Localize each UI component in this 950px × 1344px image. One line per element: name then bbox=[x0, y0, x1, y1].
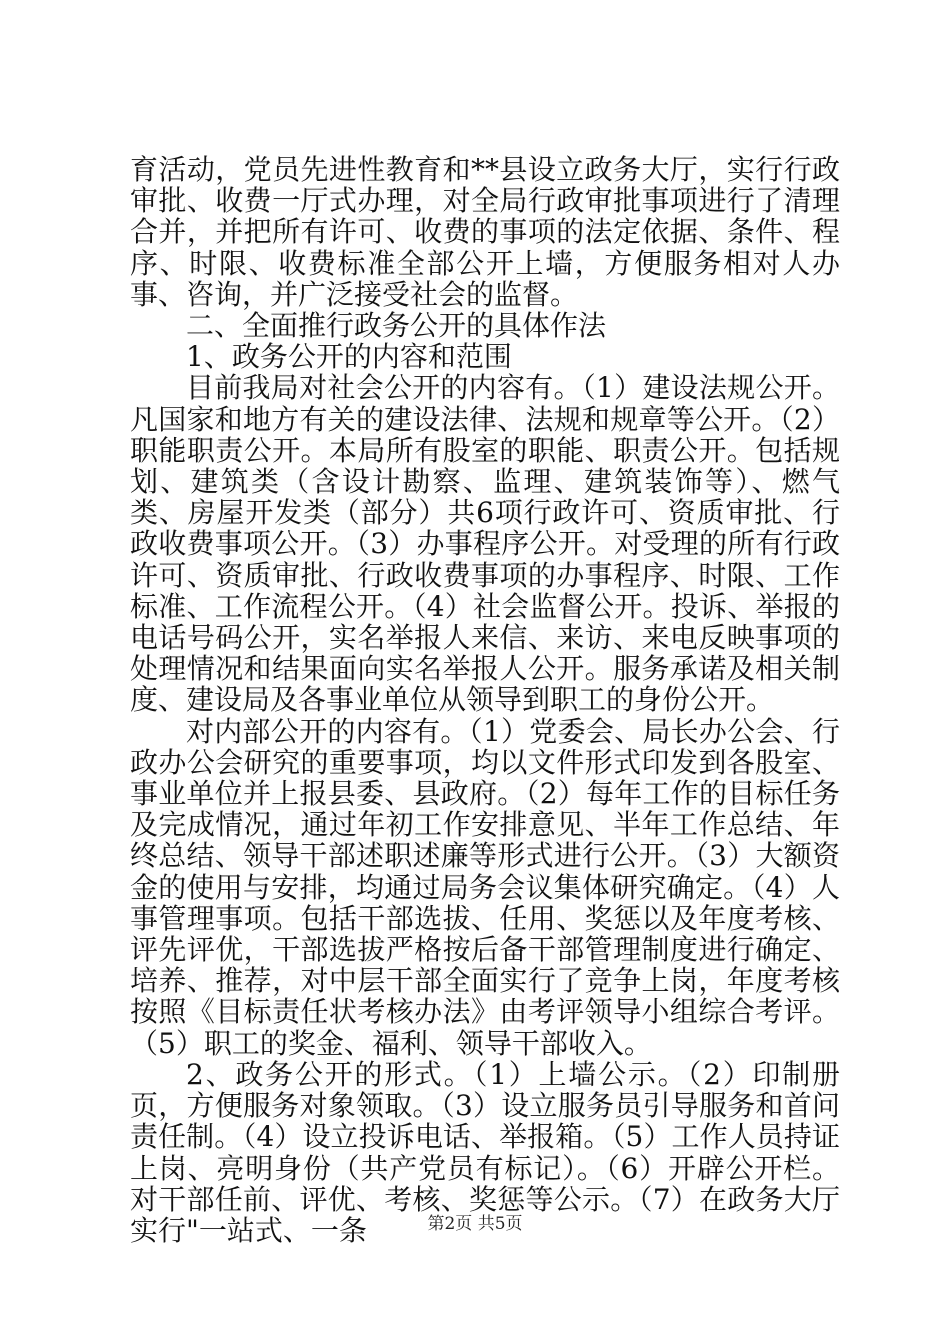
subsection-heading-1: 1、政务公开的内容和范围 bbox=[186, 340, 512, 374]
paragraph-disclosure-forms: 2、政务公开的形式。（1）上墙公示。（2）印制册页，方便服务对象领取。（3）设立服务员引导服务和首问责任制。（4）设立投诉电话、举报箱。（5）工作人员持证上岗、亮明身份（共产党员有标记）。（6）开辟公开栏。对干部任前、评优、考核、奖惩等公示。（7）在政务大厅实行"一站式、一条 bbox=[130, 1057, 840, 1247]
paragraph-internal-disclosure: 对内部公开的内容有。（1）党委会、局长办公会、行政办公会研究的重要事项，均以文件形式印发到各股室、事业单位并上报县委、县政府。（2）每年工作的目标任务及完成情况，通过年初工作安排意见、半年工作总结、年终总结、领导干部述职述廉等形式进行公开。（3）大额资金的使用与安排，均通过局务会议集体研究确定。（4）人事管理事项。包括干部选拔、任用、奖惩以及年度考核、评先评优，干部选拔严格按后备干部管理制度进行确定、培养、推荐，对中层干部全面实行了竞争上岗，年度考核按照《目标责任状考核办法》由考评领导小组综合考评。（5）职工的奖金、福利、领导干部收入。 bbox=[130, 714, 840, 1060]
section-heading-2: 二、全面推行政务公开的具体作法 bbox=[186, 309, 607, 343]
page-number-footer: 第2页 共5页 bbox=[427, 1214, 523, 1234]
document-body bbox=[130, 154, 840, 1246]
paragraph-external-disclosure: 目前我局对社会公开的内容有。（1）建设法规公开。凡国家和地方有关的建设法律、法规和规章等公开。（2）职能职责公开。本局所有股室的职能、职责公开。包括规划、建筑类（含设计勘察、监理、建筑装饰等）、燃气类、房屋开发类（部分）共6项行政许可、资质审批、行政收费事项公开。（3）办事程序公开。对受理的所有行政许可、资质审批、行政收费事项的办事程序、时限、工作标准、工作流程公开。（4）社会监督公开。投诉、举报的电话号码公开，实名举报人来信、来访、来电反映事项的处理情况和结果面向实名举报人公开。服务承诺及相关制度、建设局及各事业单位从领导到职工的身份公开。 bbox=[130, 371, 840, 717]
paragraph-intro-continuation: 育活动，党员先进性教育和**县设立政务大厅，实行行政审批、收费一厅式办理，对全局行政审批事项进行了清理合并，并把所有许可、收费的事项的法定依据、条件、程序、时限、收费标准全部公开上墙，方便服务相对人办事、咨询，并广泛接受社会的监督。 bbox=[130, 153, 840, 311]
